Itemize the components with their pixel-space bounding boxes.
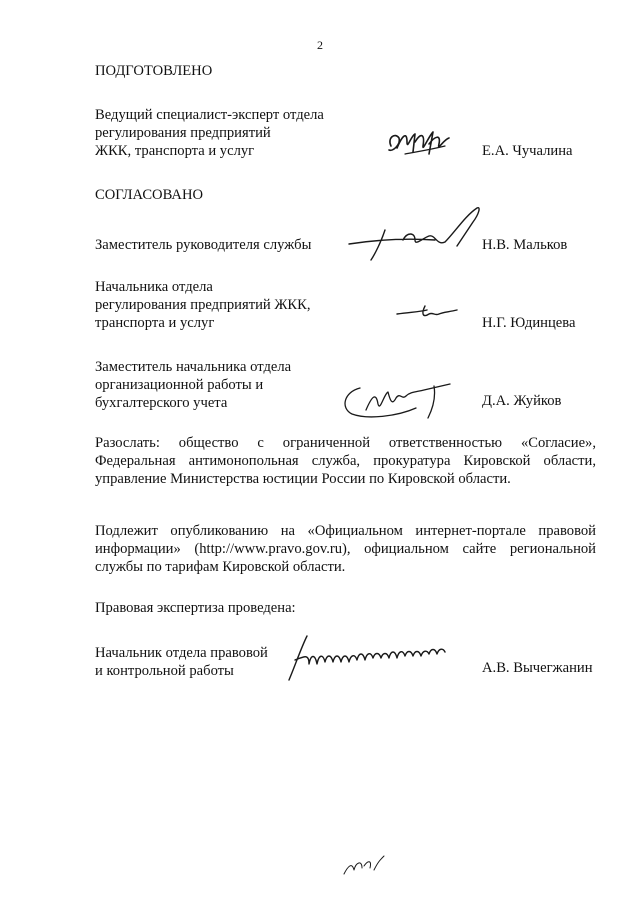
department-head-position (95, 278, 355, 332)
position-line: бухгалтерского учета (95, 395, 228, 411)
position-line: Заместитель начальника отдела (95, 359, 292, 375)
legal-department-head-name: А.В. Вычегжанин (482, 660, 593, 676)
position-line: Начальник отдела правовой (95, 645, 268, 661)
distribution-paragraph: Разослать: общество с ограниченной ответственностью «Согласие», Федеральная антимонопольная служба, прокуратура Кировской области, управление Министерства юстиции России по Кировской области. (95, 435, 596, 487)
prepared-name: Е.А. Чучалина (482, 143, 573, 159)
position-line: Начальника отдела (95, 279, 213, 295)
position-line: регулирования предприятий (95, 125, 271, 141)
zhuykov-signature (338, 378, 460, 424)
prepared-position (95, 106, 355, 160)
prepared-heading: ПОДГОТОВЛЕНО (95, 63, 213, 79)
malkov-signature (345, 202, 485, 264)
vychegzhanin-signature (285, 630, 465, 684)
position-line: регулирования предприятий ЖКК, (95, 297, 311, 313)
position-line: ЖКК, транспорта и услуг (95, 143, 255, 159)
deputy-head-position (95, 236, 355, 254)
position-line: Заместитель руководителя службы (95, 237, 312, 253)
page-number: 2 (317, 38, 323, 52)
faint-handwritten-mark (340, 852, 388, 880)
chuchalina-signature (385, 126, 453, 160)
legal-review-statement: Правовая экспертиза проведена: (95, 600, 296, 616)
agreed-heading: СОГЛАСОВАНО (95, 187, 204, 203)
position-line: Ведущий специалист-эксперт отдела (95, 107, 324, 123)
deputy-head-name: Н.В. Мальков (482, 237, 568, 253)
department-head-name: Н.Г. Юдинцева (482, 315, 576, 331)
yudintseva-signature (395, 300, 465, 324)
position-line: организационной работы и (95, 377, 264, 393)
position-line: и контрольной работы (95, 663, 234, 679)
deputy-department-head-name: Д.А. Жуйков (482, 393, 562, 409)
publication-paragraph: Подлежит опубликованию на «Официальном интернет-портале правовой информации» (http://www.pravo.gov.ru), официальном сайте региональной службы по тарифам Кировской области. (95, 523, 596, 575)
deputy-department-head-position (95, 358, 355, 412)
position-line: транспорта и услуг (95, 315, 215, 331)
